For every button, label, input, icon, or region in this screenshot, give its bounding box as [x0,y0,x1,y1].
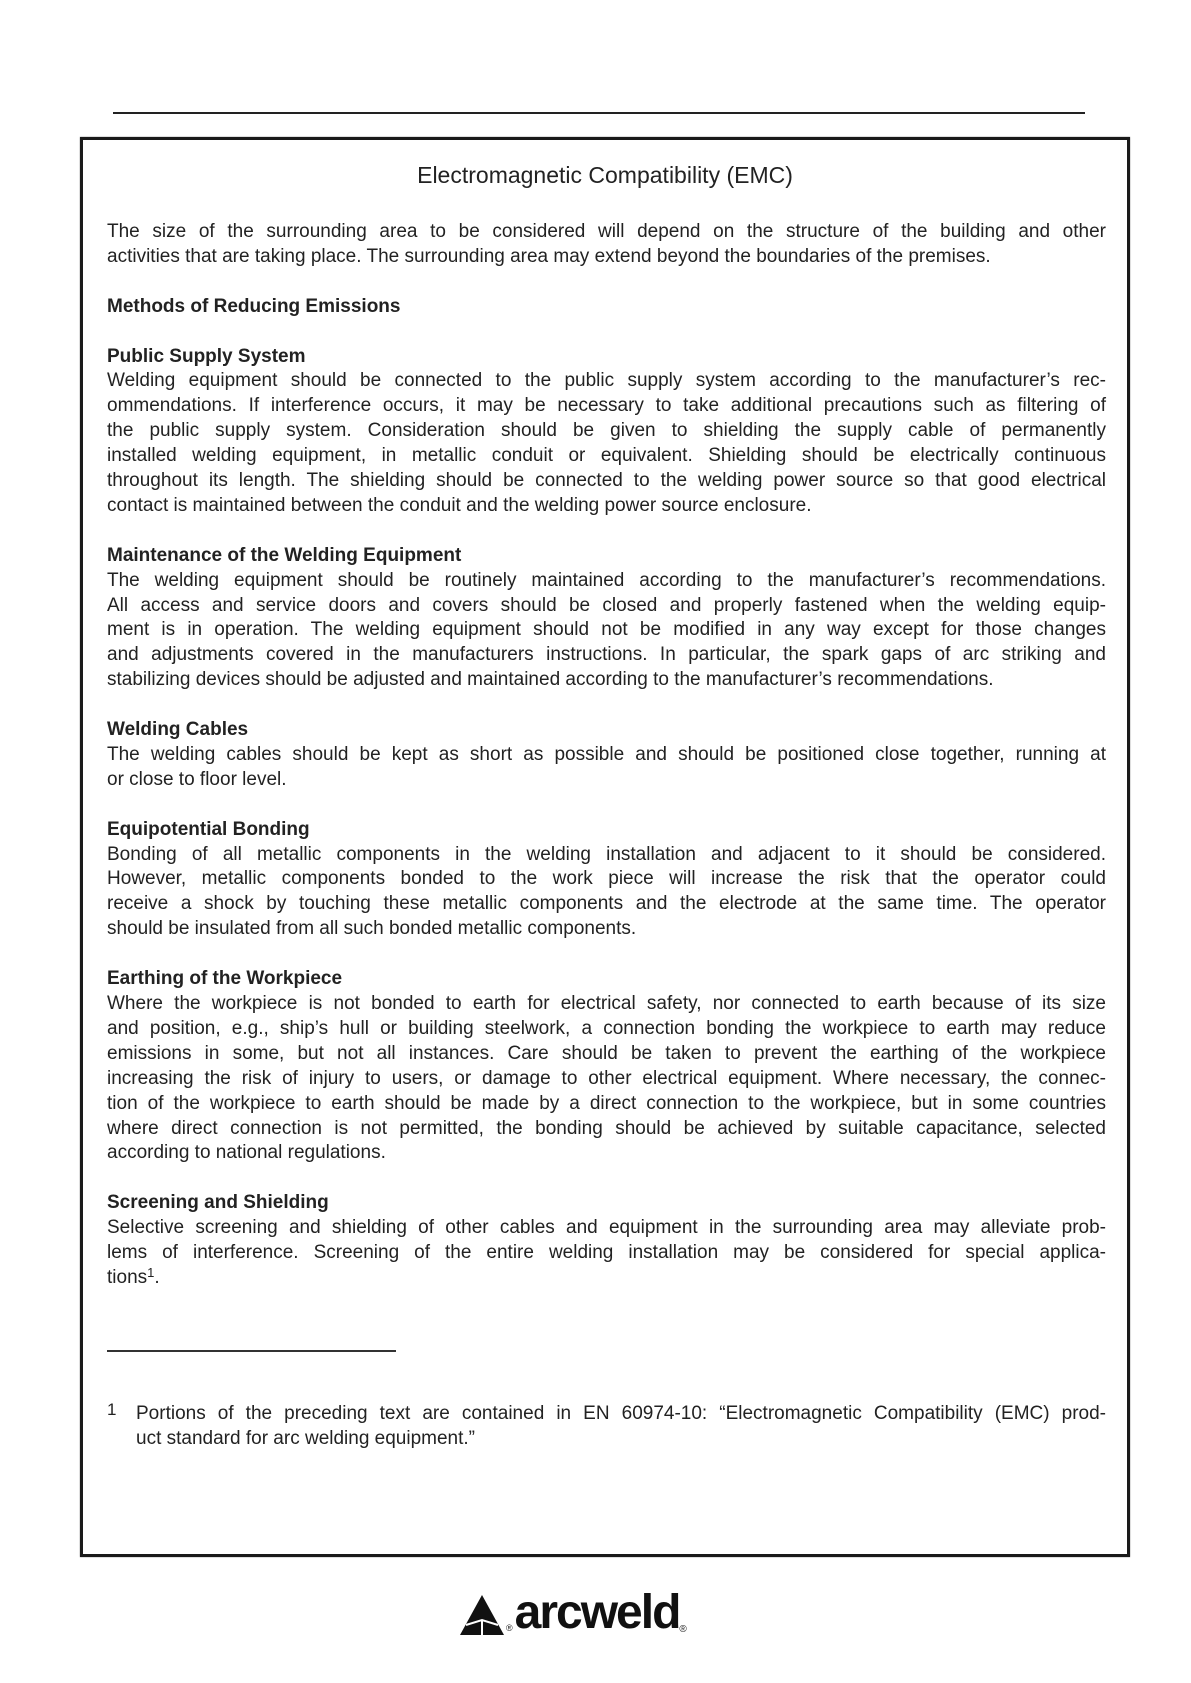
section-heading: Screening and Shielding [107,1192,329,1214]
logo-registered-mark: ® [506,1623,513,1633]
paragraph-line: should be insulated from all such bonded metallic components. [107,918,637,940]
paragraph-line: ment is in operation. The welding equipment should not be modified in any way except for those changes [107,619,1106,641]
paragraph-line [107,1266,1106,1291]
paragraph-line: All access and service doors and covers should be closed and properly fastened when the welding equip- [107,594,1106,616]
paragraph-line: the public supply system. Consideration should be given to shielding the supply cable of permanently [107,420,1106,442]
footnote-rule [107,1350,396,1352]
spacer [107,693,1106,718]
paragraph-line: Selective screening and shielding of other cables and equipment in the surrounding area may alleviate prob- [107,1217,1106,1239]
section-heading: Welding Cables [107,719,249,741]
paragraph-text: tions [107,1266,148,1288]
paragraph-line: contact is maintained between the conduit and the welding power source enclosure. [107,494,812,516]
footnote [107,1402,1106,1452]
logo-text: arcweld [514,1586,680,1639]
footnote-number: 1 [107,1400,117,1419]
arcweld-logo [460,1585,687,1639]
paragraph-line: or close to floor level. [107,768,287,790]
paragraph-line: installed welding equipment, in metallic conduit or equivalent. Shielding should be electrically continuous [107,445,1106,467]
page-title: Electromagnetic Compatibility (EMC) [417,162,793,188]
logo-registered-mark: ® [679,1624,687,1635]
section-heading: Equipotential Bonding [107,818,310,840]
spacer [107,320,1106,345]
paragraph-line: tion of the workpiece to earth should be made by a direct connection to the workpiece, but in some countries [107,1092,1106,1114]
section-heading: Maintenance of the Welding Equipment [107,544,462,566]
intro-line: The size of the surrounding area to be considered will depend on the structure of the building and other [107,221,1106,242]
spacer [107,270,1106,295]
footnote-reference[interactable]: 1 [147,1264,155,1280]
intro-line: activities that are taking place. The surrounding area may extend beyond the boundaries of the premises. [107,245,991,267]
paragraph-line: according to national regulations. [107,1142,386,1164]
spacer [107,793,1106,818]
paragraph-line: Bonding of all metallic components in the welding installation and adjacent to it should be considered. [107,843,1106,865]
section-heading: Methods of Reducing Emissions [107,295,401,317]
paragraph-line: ommendations. If interference occurs, it may be necessary to take additional precautions such as filtering of [107,395,1106,417]
section-heading: Public Supply System [107,345,306,367]
emc-notice-box [80,137,1130,1557]
paragraph-line: throughout its length. The shielding should be connected to the welding power source so that good electrical [107,470,1106,492]
paragraph-line: The welding equipment should be routinely maintained according to the manufacturer’s recommendations. [107,569,1106,591]
footnote-line: Portions of the preceding text are contained in EN 60974-10: “Electromagnetic Compatibility (EMC) prod- [136,1403,1106,1424]
paragraph-line: increasing the risk of injury to users, or damage to other electrical equipment. Where necessary, the connec- [107,1067,1106,1089]
paragraph-line: where direct connection is not permitted, the bonding should be achieved by suitable capacitance, selected [107,1117,1106,1139]
footnote-line: uct standard for arc welding equipment.” [136,1427,476,1449]
paragraph-line: The welding cables should be kept as short as possible and should be positioned close together, running at [107,743,1106,765]
arcweld-triangle-icon [460,1595,504,1635]
paragraph-line: and position, e.g., ship’s hull or building steelwork, a connection bonding the workpiece to earth may reduce [107,1017,1106,1039]
paragraph-line: However, metallic components bonded to the work piece will increase the risk that the operator could [107,868,1106,890]
spacer [107,942,1106,967]
section-heading: Earthing of the Workpiece [107,968,343,990]
paragraph-line: emissions in some, but not all instances. Care should be taken to prevent the earthing of the workpiece [107,1042,1106,1064]
spacer [107,519,1106,544]
paragraph-line: Welding equipment should be connected to the public supply system according to the manufacturer’s rec- [107,370,1106,392]
paragraph-line: receive a shock by touching these metallic components and the electrode at the same time. The operator [107,893,1106,915]
paragraph-line: stabilizing devices should be adjusted and maintained according to the manufacturer’s recommendations. [107,669,994,691]
paragraph-line: and adjustments covered in the manufacturers instructions. In particular, the spark gaps of arc striking and [107,644,1106,666]
paragraph-line: Where the workpiece is not bonded to earth for electrical safety, nor connected to earth because of its size [107,993,1106,1014]
spacer [107,1166,1106,1191]
period: . [154,1266,160,1288]
body-content [107,220,1106,1291]
header-rule [113,112,1085,114]
paragraph-line: lems of interference. Screening of the entire welding installation may be considered for special applica- [107,1242,1106,1264]
